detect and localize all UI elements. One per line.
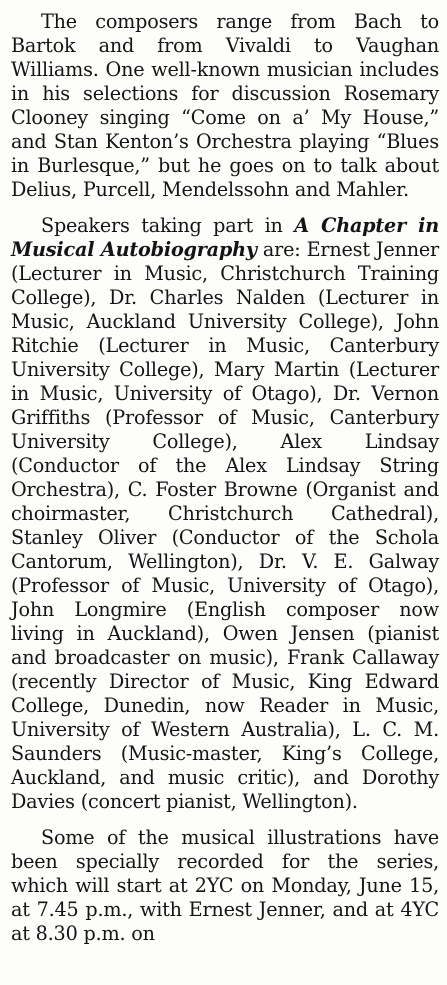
paragraph-text: are: Ernest Jenner (Lecturer in Music, Christchurch Training College), Dr. Charles Nalden (Lecturer in Music, Auckland University College), John Ritchie (Lecturer in Music, Canterbury University College), Mary Martin (Lecturer in Music, University of Otago), Dr. Vernon Griffiths (Professor of Music, Canterbury University College), Alex Lindsay (Conductor of the Alex Lindsay String Orchestra), C. Foster Browne (Organist and choirmaster, Christchurch Cathedral), Stanley Oliver (Conductor of the Schola Cantorum, Wellington), Dr. V. E. Galway (Professor of Music, University of Otago), John Longmire (English composer now living in Auckland), Owen Jensen (pianist and broadcaster on music), Frank Callaway (recently Director of Music, King Edward College, Dunedin, now Reader in Music, University of Western Australia), L. C. M. Saunders (Music-master, King’s College, Auckland, and music critic), and Dorothy Davies (concert pianist, Wellington). [11, 238, 439, 813]
paragraph-text: The composers range from Bach to Bartok and from Vivaldi to Vaughan Williams. One well-known musician includes in his selections for discussion Rosemary Clooney singing “Come on a’ My House,” and Stan Kenton’s Orchestra playing “Blues in Burlesque,” but he goes on to talk about Delius, Purcell, Mendelssohn and Mahler. [11, 10, 439, 201]
paragraph-text: Speakers taking part in [41, 214, 295, 237]
article-column [11, 10, 439, 958]
paragraph-composers [11, 10, 439, 202]
paragraph-text: Some of the musical illustrations have been specially recorded for the series, which will start at 2YC on Monday, June 15, at 7.45 p.m., with Ernest Jenner, and at 4YC at 8.30 p.m. on [11, 826, 439, 945]
paragraph-schedule [11, 826, 439, 946]
paragraph-speakers [11, 214, 439, 814]
series-title: A Chapter in Musical Autobiography [11, 214, 439, 261]
